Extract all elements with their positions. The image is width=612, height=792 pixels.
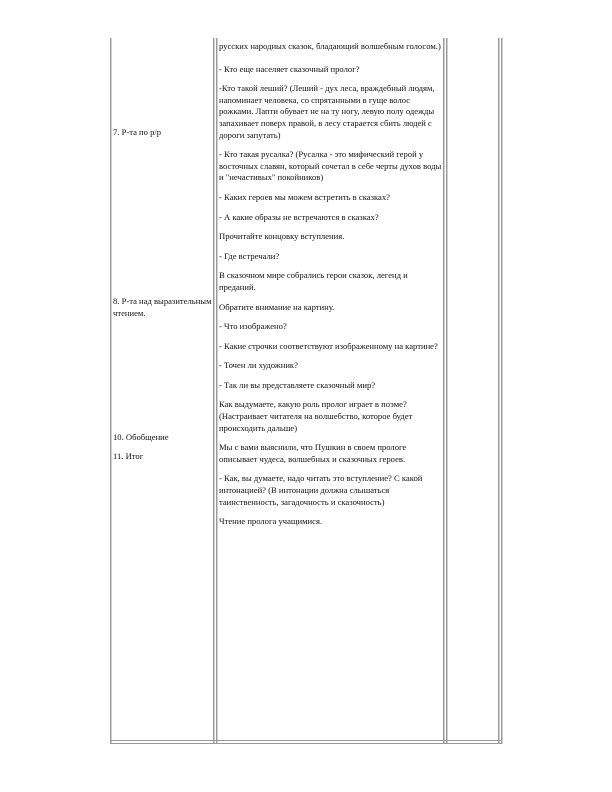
lesson-line: Чтение пролога учащимися.	[219, 516, 323, 527]
lesson-line: - Где встречали?	[219, 250, 280, 261]
lesson-line: - Что изображено?	[219, 321, 287, 332]
lesson-line: - Точен ли художник?	[219, 360, 298, 371]
table-border-bottom	[110, 743, 501, 744]
lesson-line: - Каких героев мы можем встретить в сказках?	[219, 191, 390, 202]
lesson-line: - Так ли вы представляете сказочный мир?	[219, 379, 376, 390]
lesson-line: - Какие строчки соответствуют изображенному на картине?	[219, 340, 438, 351]
lesson-content	[219, 41, 443, 536]
lesson-line: -Кто такой леший? (Леший - дух леса, враждебный людям, напоминает человека, со спрятанными в гуще волос рожками. Лапти обувает не на ту ногу, левую полу одежды запахивает поверх правой, в лесу старается сбить людей с дороги запутать)	[219, 83, 435, 140]
lesson-line: - А какие образы не встречаются в сказках?	[219, 211, 379, 222]
column-divider	[216, 38, 217, 744]
stage-label: 8. Р-та над выразительным чтением.	[113, 296, 212, 318]
lesson-line: В сказочном мире собрались герои сказок, легенд и преданий.	[219, 270, 408, 292]
lesson-line: Мы с вами выяснили, что Пушкин в своем прологе описывает чудеса, волшебных и сказочных героев.	[219, 442, 407, 464]
column-divider	[213, 38, 214, 744]
lesson-line: русских народных сказок, бладающий волшебным голосом.)	[219, 41, 441, 51]
lesson-line: Обратите внимание на картину.	[219, 301, 335, 312]
table-border-left	[110, 38, 111, 744]
column-divider	[443, 38, 444, 744]
stage-label: 11. Итог	[113, 451, 144, 461]
lesson-line: Прочитайте концовку вступления.	[219, 231, 345, 242]
lesson-line: - Кто такая русалка? (Русалка - это мифический герой у восточных славян, который сочетал в себе черты духов воды и "нечастивых" покойников)	[219, 149, 442, 183]
stage-label: 10. Обобщение	[113, 432, 169, 442]
column-divider	[498, 38, 499, 744]
lesson-line: - Как, вы думаете, надо читать это вступление? С какой интонацией? (В интонации должна слышаться таинственность, загадочность и сказочность)	[219, 473, 423, 507]
stage-label: 7. Р-та по р/р	[113, 127, 162, 137]
column-divider	[446, 38, 447, 744]
lesson-line: Как выдумаете, какую роль пролог играет в поэме? (Настраивает читателя на волшебство, которое будет происходить дальше)	[219, 399, 413, 433]
table-border-bottom	[110, 740, 501, 741]
lesson-line: - Кто еще населяет сказочный пролог?	[219, 63, 360, 74]
table-border-right	[501, 38, 502, 744]
